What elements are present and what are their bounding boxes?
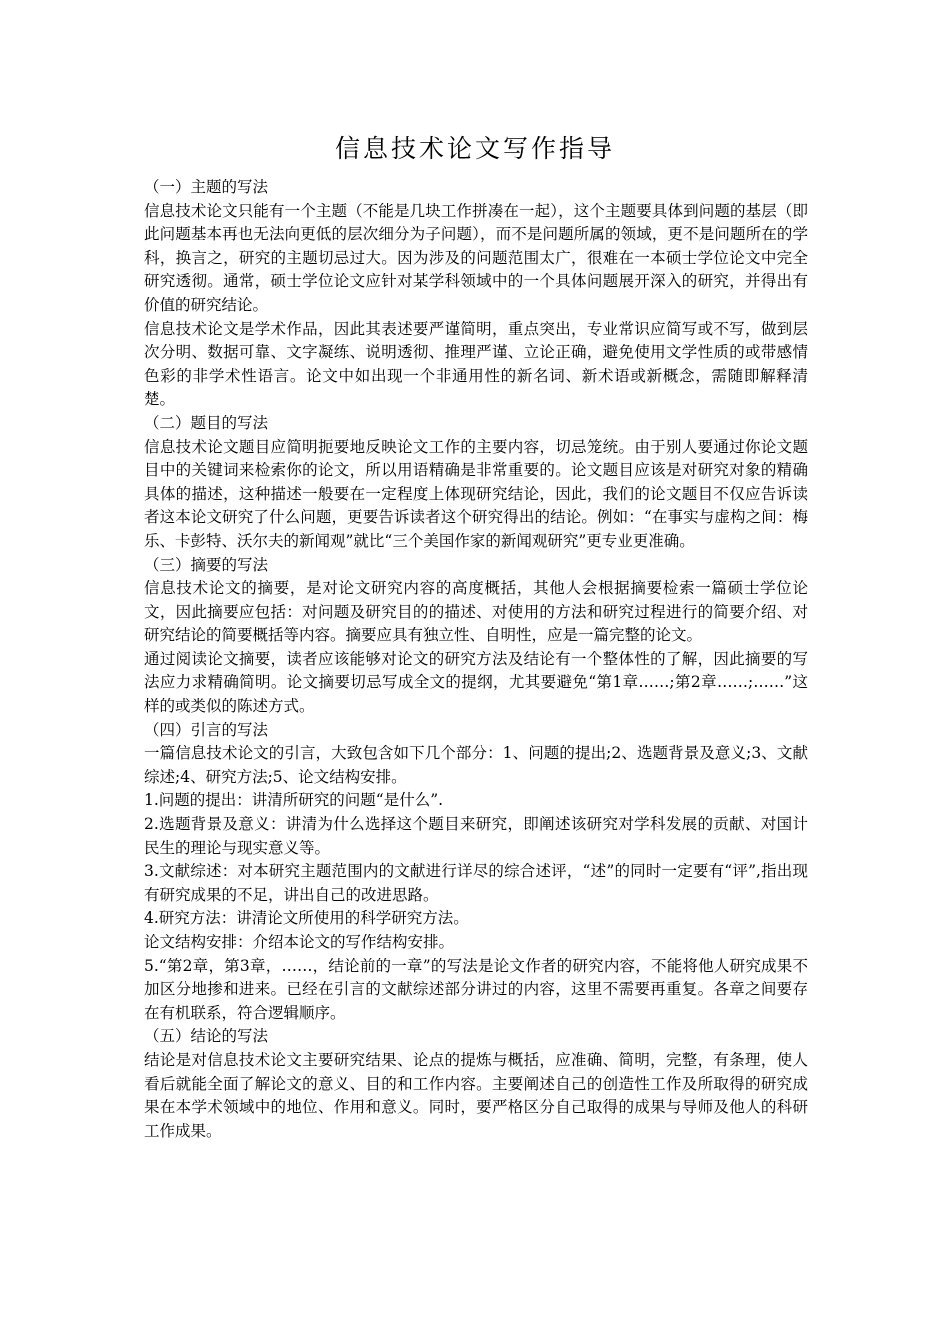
section-heading: （一）主题的写法 <box>144 178 269 196</box>
paragraph: 一篇信息技术论文的引言，大致包含如下几个部分：1、问题的提出;2、选题背景及意义;3、文献综述;4、研究方法;5、论文结构安排。 <box>144 744 808 786</box>
section-heading: （四）引言的写法 <box>144 720 269 739</box>
section-heading: （五）结论的写法 <box>144 1027 269 1046</box>
paragraph: 通过阅读论文摘要，读者应该能够对论文的研究方法及结论有一个整体性的了解，因此摘要的写法应力求精确简明。论文摘要切忌写成全文的提纲，尤其要避免“第1章……;第2章……;……”这样的或类似的陈述方式。 <box>144 649 808 716</box>
document-body <box>144 176 808 1143</box>
paragraph: 信息技术论文是学术作品，因此其表述要严谨简明，重点突出，专业常识应简写或不写，做到层次分明、数据可靠、文字凝练、说明透彻、推理严谨、立论正确，避免使用文学性质的或带感情色彩的非学术性语言。论文中如出现一个非通用性的新名词、新术语或新概念，需随即解释清楚。 <box>144 319 808 409</box>
list-item: 1.问题的提出：讲清所研究的问题“是什么”. <box>144 791 444 810</box>
list-item: 2.选题背景及意义：讲清为什么选择这个题目来研究，即阐述该研究对学科发展的贡献、对国计民生的理论与现实意义等。 <box>144 815 808 857</box>
paragraph: 结论是对信息技术论文主要研究结果、论点的提炼与概括，应准确、简明，完整，有条理，使人看后就能全面了解论文的意义、目的和工作内容。主要阐述自己的创造性工作及所取得的研究成果在本学术领域中的地位、作用和意义。同时，要严格区分自己取得的成果与导师及他人的科研工作成果。 <box>144 1050 808 1140</box>
section-heading: （三）摘要的写法 <box>144 555 269 574</box>
section-heading: （二）题目的写法 <box>144 413 269 432</box>
paragraph: 信息技术论文只能有一个主题（不能是几块工作拼凑在一起），这个主题要具体到问题的基层（即此问题基本再也无法向更低的层次细分为子问题），而不是问题所属的领域，更不是问题所在的学科，换言之，研究的主题切忌过大。因为涉及的问题范围太广，很难在一本硕士学位论文中完全研究透彻。通常，硕士学位论文应针对某学科领域中的一个具体问题展开深入的研究，并得出有价值的研究结论。 <box>144 201 808 314</box>
list-item: 论文结构安排：介绍本论文的写作结构安排。 <box>144 933 455 951</box>
paragraph: 信息技术论文题目应简明扼要地反映论文工作的主要内容，切忌笼统。由于别人要通过你论文题目中的关键词来检索你的论文，所以用语精确是非常重要的。论文题目应该是对研究对象的精确具体的描述，这种描述一般要在一定程度上体现研究结论，因此，我们的论文题目不仅应告诉读者这本论文研究了什么问题，更要告诉读者这个研究得出的结论。例如：“在事实与虚构之间：梅乐、卡彭特、沃尔夫的新闻观”就比“三个美国作家的新闻观研究”更专业更准确。 <box>144 437 808 550</box>
paragraph: 信息技术论文的摘要，是对论文研究内容的高度概括，其他人会根据摘要检索一篇硕士学位论文，因此摘要应包括：对问题及研究目的的描述、对使用的方法和研究过程进行的简要介绍、对研究结论的简要概括等内容。摘要应具有独立性、自明性，应是一篇完整的论文。 <box>144 579 808 645</box>
list-item: 3.文献综述：对本研究主题范围内的文献进行详尽的综合述评，“述”的同时一定要有“评”,指出现有研究成果的不足，讲出自己的改进思路。 <box>144 862 808 904</box>
document-title: 信息技术论文写作指导 <box>334 134 615 163</box>
list-item: 4.研究方法：讲清论文所使用的科学研究方法。 <box>144 909 469 928</box>
list-item: 5.“第2章，第3章，……，结论前的一章”的写法是论文作者的研究内容，不能将他人研究成果不加区分地掺和进来。已经在引言的文献综述部分讲过的内容，这里不需要再重复。各章之间要存在有机联系，符合逻辑顺序。 <box>144 956 808 1022</box>
